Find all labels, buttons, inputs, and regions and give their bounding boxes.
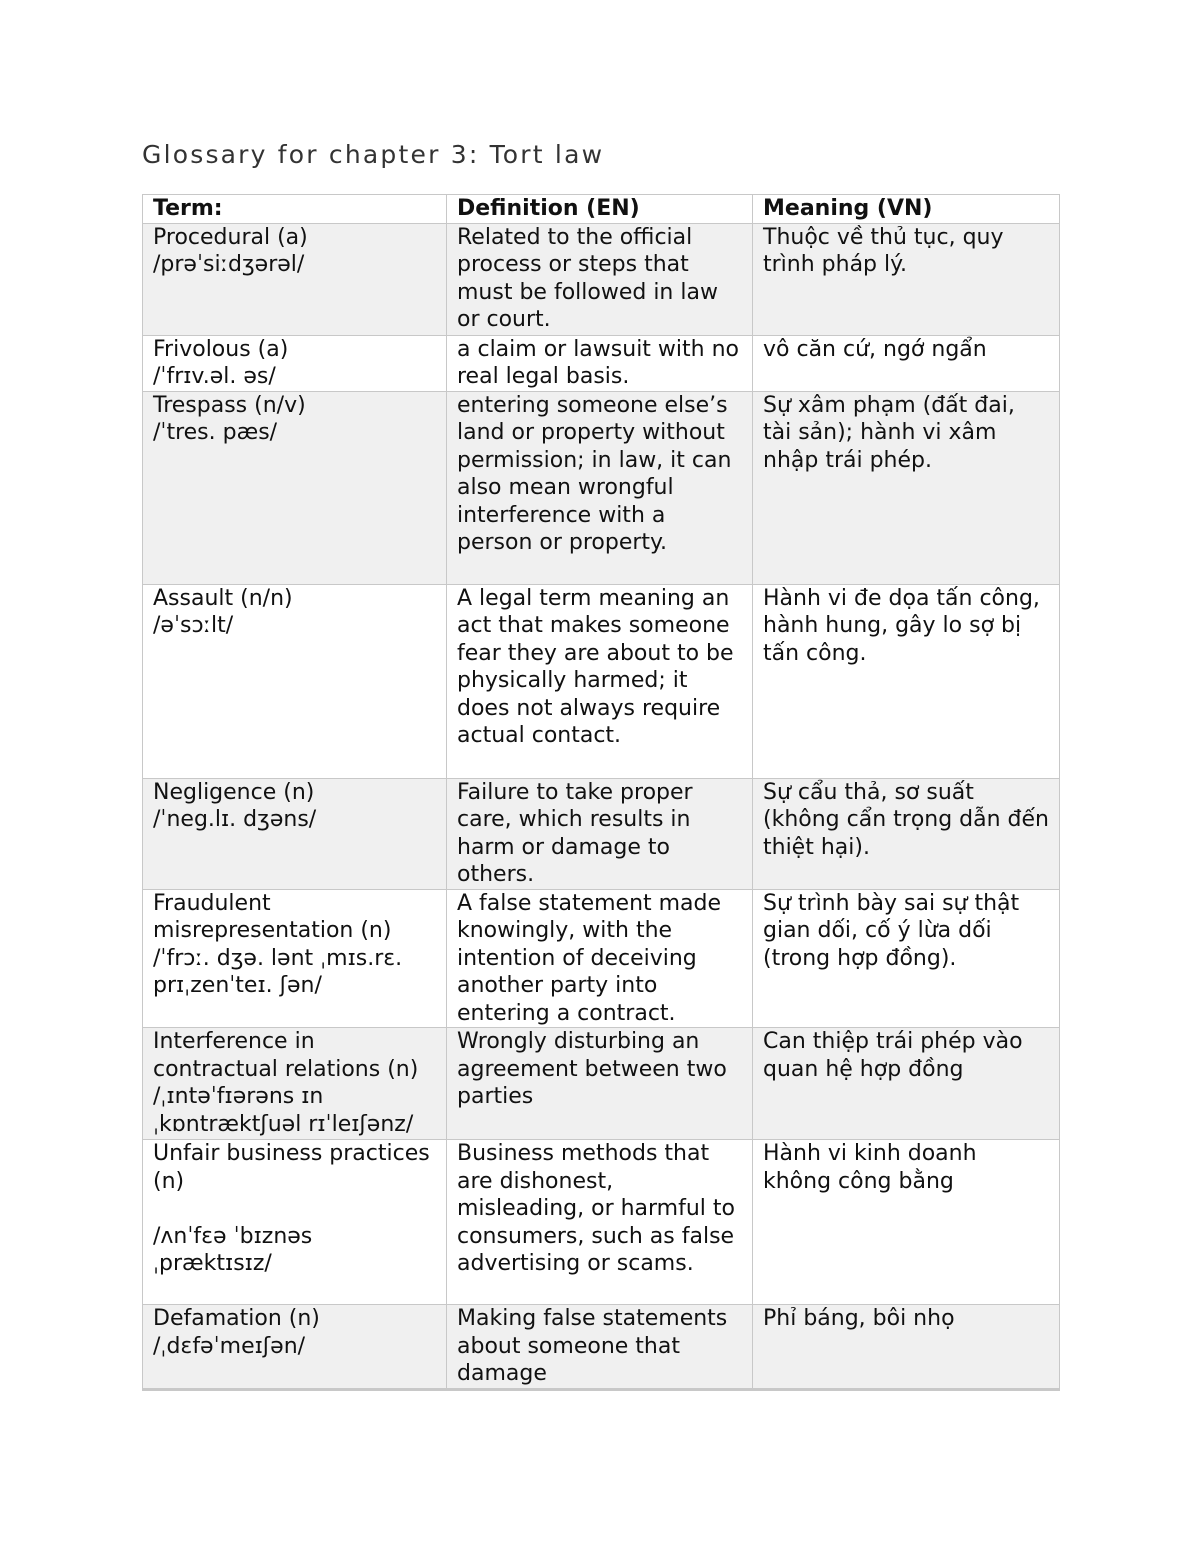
table-row (143, 778, 1060, 889)
header-meaning: Meaning (VN) (753, 195, 1060, 224)
table-row (143, 223, 1060, 335)
header-definition: Definition (EN) (447, 195, 753, 224)
term-cell: Unfair business practices (n) /ʌnˈfɛə ˈbɪznəs ˌpræktɪsɪz/ (143, 1140, 447, 1305)
page-title: Glossary for chapter 3: Tort law (142, 140, 605, 169)
meaning-cell: Sự cẩu thả, sơ suất (không cẩn trọng dẫn đến thiệt hại). (753, 778, 1060, 889)
meaning-cell: Sự xâm phạm (đất đai, tài sản); hành vi xâm nhập trái phép. (753, 391, 1060, 584)
meaning-cell: Hành vi đe dọa tấn công, hành hung, gây lo sợ bị tấn công. (753, 584, 1060, 778)
table-row (143, 889, 1060, 1028)
term-cell: Assault (n/n) /əˈsɔːlt/ (143, 584, 447, 778)
header-term: Term: (143, 195, 447, 224)
term-cell: Defamation (n) /ˌdɛfəˈmeɪʃən/ (143, 1305, 447, 1390)
term-cell: Trespass (n/v) /ˈtres. pæs/ (143, 391, 447, 584)
term-cell: Negligence (n) /ˈneg.lɪ. dʒəns/ (143, 778, 447, 889)
table-row (143, 584, 1060, 778)
table-row (143, 335, 1060, 391)
definition-cell: Failure to take proper care, which results in harm or damage to others. (447, 778, 753, 889)
term-cell: Fraudulent misrepresentation (n) /ˈfrɔː. dʒə. lənt ˌmɪs.rɛ. prɪˌzenˈteɪ. ʃən/ (143, 889, 447, 1028)
meaning-cell: Can thiệp trái phép vào quan hệ hợp đồng (753, 1028, 1060, 1140)
table-row (143, 391, 1060, 584)
definition-cell: A legal term meaning an act that makes someone fear they are about to be physically harmed; it does not always require actual contact. (447, 584, 753, 778)
meaning-cell: Hành vi kinh doanh không công bằng (753, 1140, 1060, 1305)
definition-cell: Business methods that are dishonest, misleading, or harmful to consumers, such as false advertising or scams. (447, 1140, 753, 1305)
term-cell: Interference in contractual relations (n) /ˌɪntəˈfɪərəns ɪn ˌkɒntræktʃuəl rɪˈleɪʃənz/ (143, 1028, 447, 1140)
meaning-cell: vô căn cứ, ngớ ngẩn (753, 335, 1060, 391)
definition-cell: Making false statements about someone that damage (447, 1305, 753, 1390)
meaning-cell: Phỉ báng, bôi nhọ (753, 1305, 1060, 1390)
meaning-cell: Sự trình bày sai sự thật gian dối, cố ý lừa dối (trong hợp đồng). (753, 889, 1060, 1028)
table-row (143, 1028, 1060, 1140)
meaning-cell: Thuộc về thủ tục, quy trình pháp lý. (753, 223, 1060, 335)
term-cell: Procedural (a) /prəˈsiːdʒərəl/ (143, 223, 447, 335)
glossary-table (142, 194, 1060, 1391)
table-row (143, 1140, 1060, 1305)
definition-cell: entering someone else’s land or property without permission; in law, it can also mean wrongful interference with a person or property. (447, 391, 753, 584)
table-header-row (143, 195, 1060, 224)
term-cell: Frivolous (a) /ˈfrɪv.əl. əs/ (143, 335, 447, 391)
definition-cell: a claim or lawsuit with no real legal basis. (447, 335, 753, 391)
definition-cell: A false statement made knowingly, with the intention of deceiving another party into entering a contract. (447, 889, 753, 1028)
definition-cell: Wrongly disturbing an agreement between two parties (447, 1028, 753, 1140)
definition-cell: Related to the official process or steps that must be followed in law or court. (447, 223, 753, 335)
table-row (143, 1305, 1060, 1390)
